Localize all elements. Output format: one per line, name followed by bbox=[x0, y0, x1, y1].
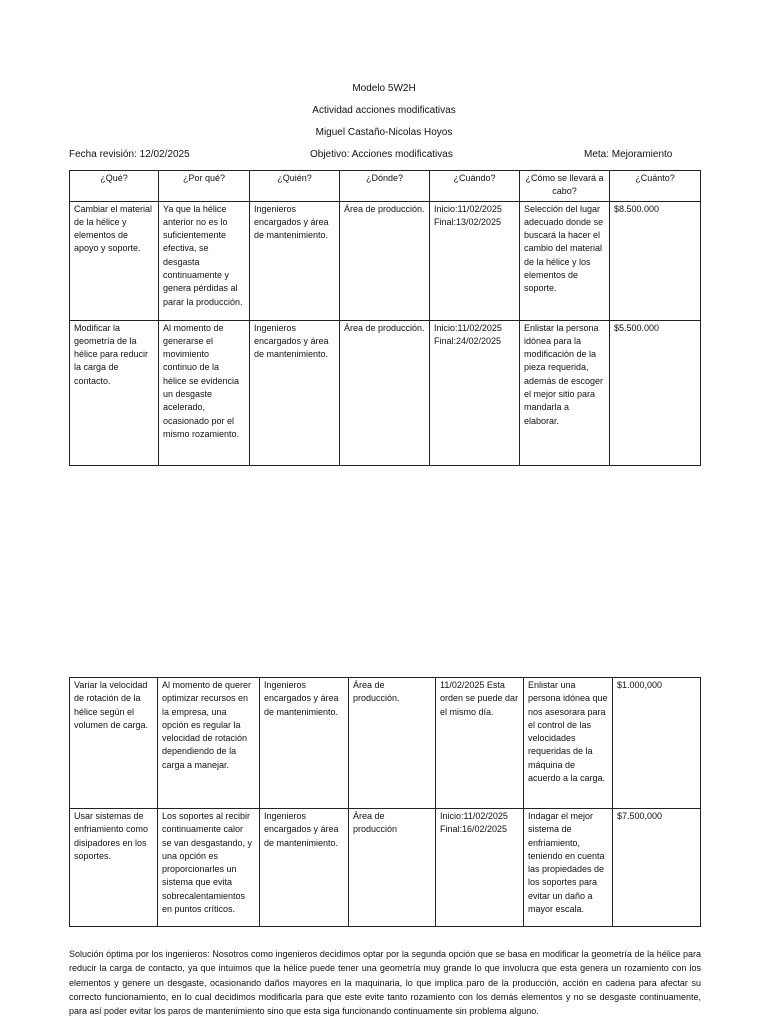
cell-por-que: Los soportes al recibir continuamente calor se van desgastando, y una opción es proporcionarles un sistema que evita sobrecalentamientos en puntos críticos. bbox=[158, 809, 260, 927]
header-por-que: ¿Por qué? bbox=[159, 171, 250, 202]
cell-cuando: Inicio:11/02/2025 Final:24/02/2025 bbox=[430, 320, 520, 465]
cell-cuando: 11/02/2025 Esta orden se puede dar el mismo día. bbox=[436, 678, 524, 809]
authors-line: Miguel Castaño-Nicolas Hoyos bbox=[315, 127, 453, 138]
cell-quien: Ingenieros encargados y área de mantenimiento. bbox=[260, 678, 349, 809]
cell-que: Variar la velocidad de rotación de la hélice según el volumen de carga. bbox=[70, 678, 158, 809]
cell-como: Enlistar una persona idónea que nos asesorara para el control de las velocidades requeridas de la máquina de acuerdo a la carga. bbox=[524, 678, 613, 809]
table-row bbox=[70, 320, 701, 465]
cell-donde: Área de producción bbox=[349, 809, 436, 927]
cell-donde: Área de producción. bbox=[349, 678, 436, 809]
cell-cuanto: $1.000,000 bbox=[613, 678, 701, 809]
plan-table-1 bbox=[69, 170, 701, 466]
table-row bbox=[70, 809, 701, 927]
document-title: Modelo 5W2H bbox=[352, 83, 416, 94]
table-header-row bbox=[70, 171, 701, 202]
cell-quien: Ingenieros encargados y área de mantenimiento. bbox=[250, 320, 340, 465]
solution-paragraph: Solución óptima por los ingenieros: Nosotros como ingenieros decidimos optar por la segunda opción que se basa en modificar la geometría de la hélice para reducir la carga de contacto, ya que intuimos que la hélice puede tener una geometría muy grande lo que involucra que esta genera un rozamiento con los elementos y genere un desgaste, ocasionando daños mayores en la maquinaria, lo que implica paro de la producción, acción en cadena para afectar su correcto funcionamiento, en lo cual decidimos modificarla para que este evite tanto rozamiento con los demás elementos y no se desgaste continuamente, para así poder evitar los paros de mantenimiento sino que esta siga funcionando continuamente sin problema alguno. bbox=[69, 949, 701, 1017]
cell-cuanto: $5.500.000 bbox=[610, 320, 701, 465]
cell-donde: Área de producción. bbox=[340, 201, 430, 320]
goal-line: Meta: Mejoramiento bbox=[584, 149, 673, 160]
cell-por-que: Al momento de generarse el movimiento continuo de la hélice se evidencia un desgaste acelerado, ocasionado por el mismo rozamiento. bbox=[159, 320, 250, 465]
cell-cuanto: $7.500,000 bbox=[613, 809, 701, 927]
activity-line: Actividad acciones modificativas bbox=[312, 105, 456, 116]
cell-que: Modificar la geometría de la hélice para reducir la carga de contacto. bbox=[70, 320, 159, 465]
cell-que: Usar sistemas de enfriamiento como disipadores en los soportes. bbox=[70, 809, 158, 927]
cell-como: Selección del lugar adecuado donde se buscará la hacer el cambio del material de la hélice y los elementos de soporte. bbox=[520, 201, 610, 320]
header-que: ¿Qué? bbox=[70, 171, 159, 202]
header-quien: ¿Quién? bbox=[250, 171, 340, 202]
header-cuando: ¿Cuándo? bbox=[430, 171, 520, 202]
header-cuanto: ¿Cuánto? bbox=[610, 171, 701, 202]
cell-por-que: Ya que la hélice anterior no es lo suficientemente efectiva, se desgasta continuamente y genera pérdidas al parar la producción. bbox=[159, 201, 250, 320]
cell-quien: Ingenieros encargados y área de mantenimiento. bbox=[250, 201, 340, 320]
table-row bbox=[70, 201, 701, 320]
cell-cuando: Inicio:11/02/2025 Final:16/02/2025 bbox=[436, 809, 524, 927]
cell-por-que: Al momento de querer optimizar recursos en la empresa, una opción es regular la velocidad de rotación dependiendo de la carga a manejar. bbox=[158, 678, 260, 809]
revision-date: Fecha revisión: 12/02/2025 bbox=[69, 149, 190, 160]
objective-line: Objetivo: Acciones modificativas bbox=[310, 149, 453, 160]
cell-como: Enlistar la persona idónea para la modificación de la pieza requerida, además de escoger el mejor sitio para mandarla a elaborar. bbox=[520, 320, 610, 465]
cell-como: Indagar el mejor sistema de enfriamiento, teniendo en cuenta las propiedades de los soportes para evitar un daño a mayor escala. bbox=[524, 809, 613, 927]
cell-donde: Área de producción. bbox=[340, 320, 430, 465]
table-row bbox=[70, 678, 701, 809]
header-como: ¿Cómo se llevará a cabo? bbox=[520, 171, 610, 202]
cell-cuanto: $8.500.000 bbox=[610, 201, 701, 320]
plan-table-2 bbox=[69, 677, 701, 927]
cell-que: Cambiar el material de la hélice y elementos de apoyo y soporte. bbox=[70, 201, 159, 320]
header-donde: ¿Dónde? bbox=[340, 171, 430, 202]
cell-cuando: Inicio:11/02/2025 Final:13/02/2025 bbox=[430, 201, 520, 320]
cell-quien: Ingenieros encargados y área de mantenimiento. bbox=[260, 809, 349, 927]
